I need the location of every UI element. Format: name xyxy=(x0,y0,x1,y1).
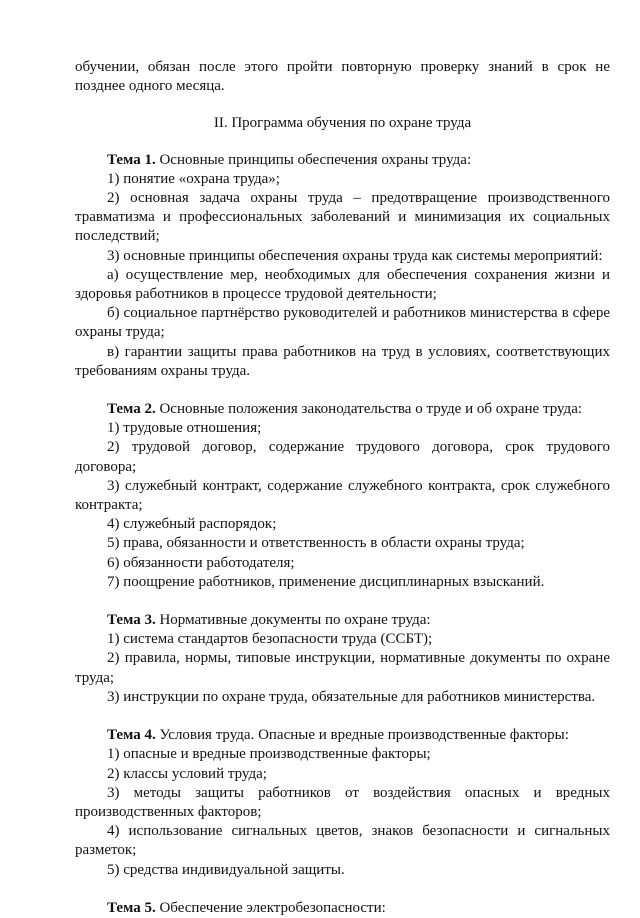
topic-title-text: Обеспечение электробезопасности: xyxy=(155,899,386,916)
section-heading: II. Программа обучения по охране труда xyxy=(213,115,472,132)
topic-label: Тема 4. xyxy=(107,727,156,744)
list-item: 3) служебный контракт, содержание служебного контракта, срок служебного контракта; xyxy=(75,477,610,514)
spacer xyxy=(75,592,610,611)
topic-title-text: Условия труда. Опасные и вредные производственные факторы: xyxy=(155,727,569,744)
topic-title-text: Основные принципы обеспечения охраны труда: xyxy=(155,151,472,168)
list-item: 6) обязанности работодателя; xyxy=(107,554,295,571)
list-item: 2) правила, нормы, типовые инструкции, нормативные документы по охране труда; xyxy=(75,650,610,686)
list-item: 5) права, обязанности и ответственность в области охраны труда; xyxy=(107,535,525,552)
topic-4 xyxy=(75,726,610,880)
list-item: 2) классы условий труда; xyxy=(107,765,267,782)
topic-title xyxy=(75,726,610,745)
topic-title xyxy=(75,400,610,419)
list-item: 1) опасные и вредные производственные факторы; xyxy=(107,746,431,763)
list-item: 1) система стандартов безопасности труда (ССБТ); xyxy=(107,631,433,648)
list-item: 3) основные принципы обеспечения охраны труда как системы мероприятий: xyxy=(107,247,603,264)
topic-title xyxy=(75,899,610,918)
list-item: 4) служебный распорядок; xyxy=(107,516,277,533)
list-item: б) социальное партнёрство руководителей и работников министерства в сфере охраны труда; xyxy=(75,305,610,341)
list-item: в) гарантии защиты права работников на труд в условиях, соответствующих требованиям охраны труда. xyxy=(75,343,610,379)
topic-3 xyxy=(75,611,610,707)
list-item: 2) основная задача охраны труда – предотвращение производственного травматизма и профессиональных заболеваний и минимизация их социальных последствий; xyxy=(75,190,610,245)
spacer xyxy=(75,707,610,726)
topic-title-text: Основные положения законодательства о труде и об охране труда: xyxy=(155,401,583,418)
topic-2 xyxy=(75,400,610,592)
topic-1 xyxy=(75,151,610,381)
list-item: 2) трудовой договор, содержание трудового договора, срок трудового договора; xyxy=(75,439,610,475)
topic-label: Тема 1. xyxy=(107,151,156,168)
list-item: 5) средства индивидуальной защиты. xyxy=(107,861,345,878)
list-item: а) осуществление мер, необходимых для обеспечения сохранения жизни и здоровья работников в процессе трудовой деятельности; xyxy=(75,266,610,303)
list-item: 1) понятие «охрана труда»; xyxy=(107,170,280,187)
topic-5 xyxy=(75,899,610,918)
topic-label: Тема 3. xyxy=(107,612,156,629)
list-item: 3) инструкции по охране труда, обязательные для работников министерства. xyxy=(107,688,596,705)
list-item: 4) использование сигнальных цветов, знаков безопасности и сигнальных разметок; xyxy=(75,823,610,859)
topic-label: Тема 5. xyxy=(107,899,156,916)
list-item: 7) поощрение работников, применение дисциплинарных взысканий. xyxy=(107,573,545,590)
topic-title xyxy=(75,151,610,170)
topic-title xyxy=(75,611,610,630)
list-item: 1) трудовые отношения; xyxy=(107,420,262,437)
spacer xyxy=(75,381,610,400)
intro-paragraph: обучении, обязан после этого пройти повторную проверку знаний в срок не позднее одного месяца. xyxy=(75,59,610,95)
topic-label: Тема 2. xyxy=(107,401,156,418)
list-item: 3) методы защиты работников от воздействия опасных и вредных производственных факторов; xyxy=(75,784,610,820)
topic-title-text: Нормативные документы по охране труда: xyxy=(155,612,431,629)
spacer xyxy=(75,880,610,899)
